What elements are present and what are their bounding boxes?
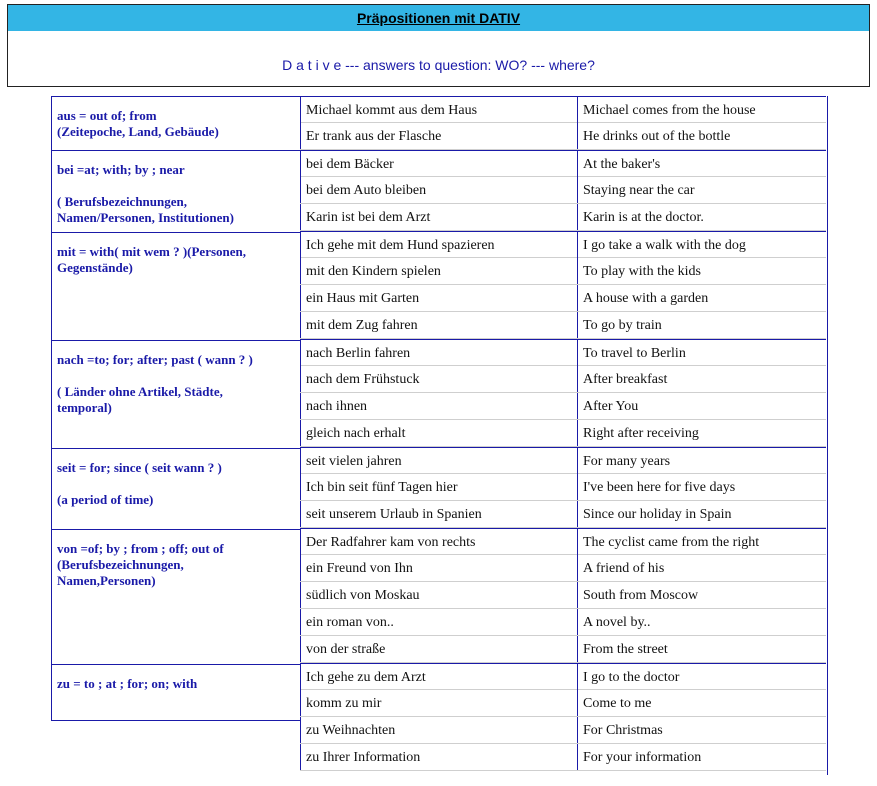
german-example: Der Radfahrer kam von rechts (300, 529, 577, 555)
preposition-label: von =of; by ; from ; off; out of (Berufsbezeichnungen, Namen,Personen) (52, 530, 301, 665)
german-example: mit dem Zug fahren (300, 312, 577, 338)
table-row (300, 663, 826, 690)
table-row (300, 204, 826, 231)
table-row (300, 177, 826, 204)
english-translation: After breakfast (577, 366, 826, 392)
german-example: nach dem Frühstuck (300, 366, 577, 392)
page-subtitle: D a t i v e --- answers to question: WO? --- where? (282, 57, 595, 73)
german-example: Karin ist bei dem Arzt (300, 204, 577, 230)
english-translation: To play with the kids (577, 258, 826, 284)
table-row (300, 339, 826, 366)
english-translation: I go to the doctor (577, 664, 826, 690)
german-example: seit vielen jahren (300, 448, 577, 474)
english-translation: Michael comes from the house (577, 97, 826, 123)
german-example: ein Freund von Ihn (300, 555, 577, 581)
german-example: komm zu mir (300, 690, 577, 716)
english-translation: Come to me (577, 690, 826, 716)
preposition-label: seit = for; since ( seit wann ? ) (a period of time) (52, 449, 301, 530)
english-translation: Karin is at the doctor. (577, 204, 826, 230)
german-example: gleich nach erhalt (300, 420, 577, 446)
german-example: von der straße (300, 636, 577, 662)
english-translation: He drinks out of the bottle (577, 123, 826, 149)
english-translation: South from Moscow (577, 582, 826, 608)
english-translation: I go take a walk with the dog (577, 232, 826, 258)
english-translation: To go by train (577, 312, 826, 338)
english-translation: A house with a garden (577, 285, 826, 311)
german-example: nach Berlin fahren (300, 340, 577, 366)
table-row (300, 447, 826, 474)
preposition-label: bei =at; with; by ; near ( Berufsbezeichnungen, Namen/Personen, Institutionen) (52, 151, 301, 233)
preposition-column (51, 96, 301, 721)
english-translation: For Christmas (577, 717, 826, 743)
english-translation: After You (577, 393, 826, 419)
table-row (300, 258, 826, 285)
table-row (300, 582, 826, 609)
table-row (300, 366, 826, 393)
table-row (300, 636, 826, 663)
german-example: Michael kommt aus dem Haus (300, 97, 577, 123)
preposition-label: aus = out of; from (Zeitepoche, Land, Gebäude) (52, 97, 301, 151)
preposition-label: zu = to ; at ; for; on; with (57, 676, 198, 691)
german-example: seit unserem Urlaub in Spanien (300, 501, 577, 527)
table-row (300, 150, 826, 177)
table-row (300, 744, 826, 771)
table-row (300, 609, 826, 636)
english-translation: For many years (577, 448, 826, 474)
table-row (300, 474, 826, 501)
english-translation: The cyclist came from the right (577, 529, 826, 555)
english-translation: A novel by.. (577, 609, 826, 635)
german-example: zu Ihrer Information (300, 744, 577, 770)
german-example: ein roman von.. (300, 609, 577, 635)
german-example: bei dem Auto bleiben (300, 177, 577, 203)
english-translation: I've been here for five days (577, 474, 826, 500)
table-row (300, 501, 826, 528)
table-row (300, 231, 826, 258)
table-row (300, 96, 826, 123)
table-row (300, 528, 826, 555)
german-example: Ich bin seit fünf Tagen hier (300, 474, 577, 500)
table-row (300, 123, 826, 150)
german-example: bei dem Bäcker (300, 151, 577, 177)
english-translation: To travel to Berlin (577, 340, 826, 366)
table-row (300, 690, 826, 717)
english-translation: A friend of his (577, 555, 826, 581)
german-example: mit den Kindern spielen (300, 258, 577, 284)
preposition-label: mit = with( mit wem ? )(Personen, Gegenstände) (52, 233, 301, 341)
english-translation: At the baker's (577, 151, 826, 177)
english-translation: From the street (577, 636, 826, 662)
german-example: ein Haus mit Garten (300, 285, 577, 311)
table-row (300, 285, 826, 312)
table-row (300, 312, 826, 339)
page-title: Präpositionen mit DATIV (8, 5, 869, 31)
examples-table (300, 96, 828, 775)
german-example: südlich von Moskau (300, 582, 577, 608)
german-example: Ich gehe mit dem Hund spazieren (300, 232, 577, 258)
german-example: Er trank aus der Flasche (300, 123, 577, 149)
english-translation: Staying near the car (577, 177, 826, 203)
table-row (300, 393, 826, 420)
english-translation: Right after receiving (577, 420, 826, 446)
english-translation: For your information (577, 744, 826, 770)
table-row (300, 717, 826, 744)
german-example: nach ihnen (300, 393, 577, 419)
table-row (300, 420, 826, 447)
english-translation: Since our holiday in Spain (577, 501, 826, 527)
header-box (7, 4, 870, 87)
german-example: Ich gehe zu dem Arzt (300, 664, 577, 690)
table-row (300, 555, 826, 582)
preposition-label: nach =to; for; after; past ( wann ? ) ( Länder ohne Artikel, Städte, temporal) (52, 341, 301, 449)
german-example: zu Weihnachten (300, 717, 577, 743)
